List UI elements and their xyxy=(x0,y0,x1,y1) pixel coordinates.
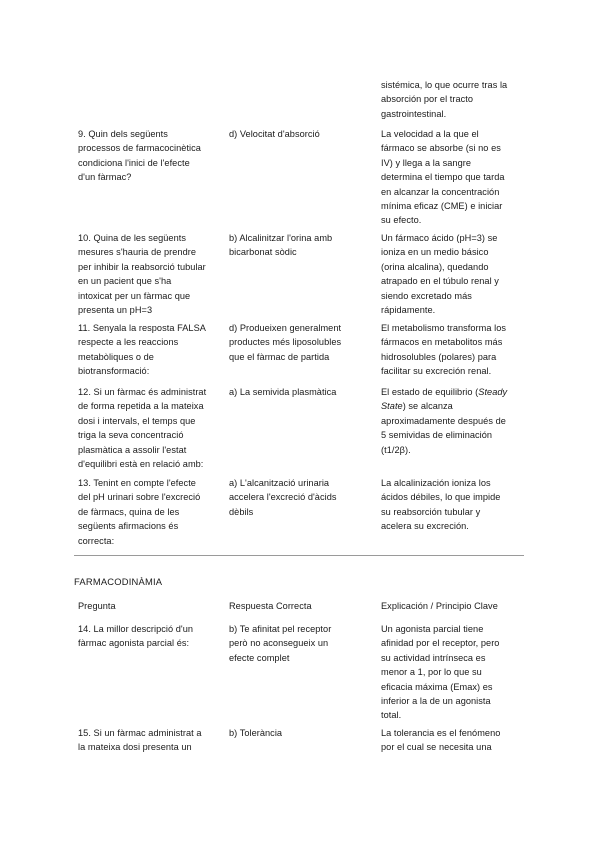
section-title: FARMACODINÀMIA xyxy=(74,576,163,587)
section-divider xyxy=(74,555,524,556)
answer-cell: b) Te afinitat pel receptor però no aconsegueix un efecte complet xyxy=(229,624,332,663)
explanation-cell: La alcalinización ioniza los ácidos débiles, lo que impide su reabsorción tubular y acelera su excreción. xyxy=(381,478,501,532)
answer-cell: a) L'alcanització urinaria accelera l'excreció d'àcids dèbils xyxy=(229,478,337,517)
explanation-cell: La velocidad a la que el fármaco se absorbe (si no es IV) y llega a la sangre determina el tiempo que tarda en alcanzar la concentración mínima eficaz (CME) e iniciar su efecto. xyxy=(381,129,505,226)
header-answer: Respuesta Correcta xyxy=(229,601,312,611)
answer-cell: b) Tolerància xyxy=(229,728,283,738)
answer-cell: d) Velocitat d'absorció xyxy=(229,129,320,139)
question-cell: 12. Si un fàrmac és administrat de forma repetida a la mateixa dosi i intervals, el temps que triga la seva concentració plasmàtica a assolir l'estat d'equilibri està en relació amb: xyxy=(78,387,207,470)
answer-cell: b) Alcalinitzar l'orina amb bicarbonat sòdic xyxy=(229,233,333,258)
explanation-cell: Un fármaco ácido (pH=3) se ioniza en un medio básico (orina alcalina), quedando atrapado en el túbulo renal y siendo excretado más rápidamente. xyxy=(381,233,499,316)
explanation-text-post: ) se alcanza aproximadamente después de 5 semividas de eliminación (t1/2β). xyxy=(381,401,506,455)
question-cell: 11. Senyala la resposta FALSA respecte a les reaccions metabòliques o de biotransformació: xyxy=(78,323,206,377)
explanation-cell: La tolerancia es el fenómeno por el cual se necesita una xyxy=(381,728,501,753)
question-cell: 9. Quin dels següents processos de farmacocinètica condiciona l'inici de l'efecte d'un fàrmac? xyxy=(78,129,201,183)
explanation-cell: El metabolismo transforma los fármacos en metabolitos más hidrosolubles (polares) para facilitar su excreción renal. xyxy=(381,323,507,377)
explanation-cell: Un agonista parcial tiene afinidad por el receptor, pero su actividad intrínseca es menor a 1, por lo que su eficacia máxima (Emax) es inferior a la de un agonista total. xyxy=(381,624,500,721)
question-cell: 15. Si un fàrmac administrat a la mateixa dosi presenta un xyxy=(78,728,202,753)
explanation-text-italic: Steady State xyxy=(381,387,508,412)
explanation-cell: sistémica, lo que ocurre tras la absorción por el tracto gastrointestinal. xyxy=(381,80,508,119)
explanation-cell xyxy=(381,385,526,457)
question-cell: 13. Tenint en compte l'efecte del pH urinari sobre l'excreció de fàrmacs, quina de les següents afirmacions és correcta: xyxy=(78,478,201,546)
answer-cell: a) La semivida plasmàtica xyxy=(229,387,337,397)
header-explanation: Explicación / Principio Clave xyxy=(381,601,498,611)
answer-cell: d) Produeixen generalment productes més liposolubles que el fàrmac de partida xyxy=(229,323,342,362)
question-cell: 14. La millor descripció d'un fàrmac agonista parcial és: xyxy=(78,624,194,649)
explanation-text-pre: El estado de equilibrio ( xyxy=(381,387,479,397)
question-cell: 10. Quina de les següents mesures s'hauria de prendre per inhibir la reabsorció tubular en un pacient que s'ha intoxicat per un fàrmac que presenta un pH=3 xyxy=(78,233,206,316)
header-question: Pregunta xyxy=(78,601,116,611)
